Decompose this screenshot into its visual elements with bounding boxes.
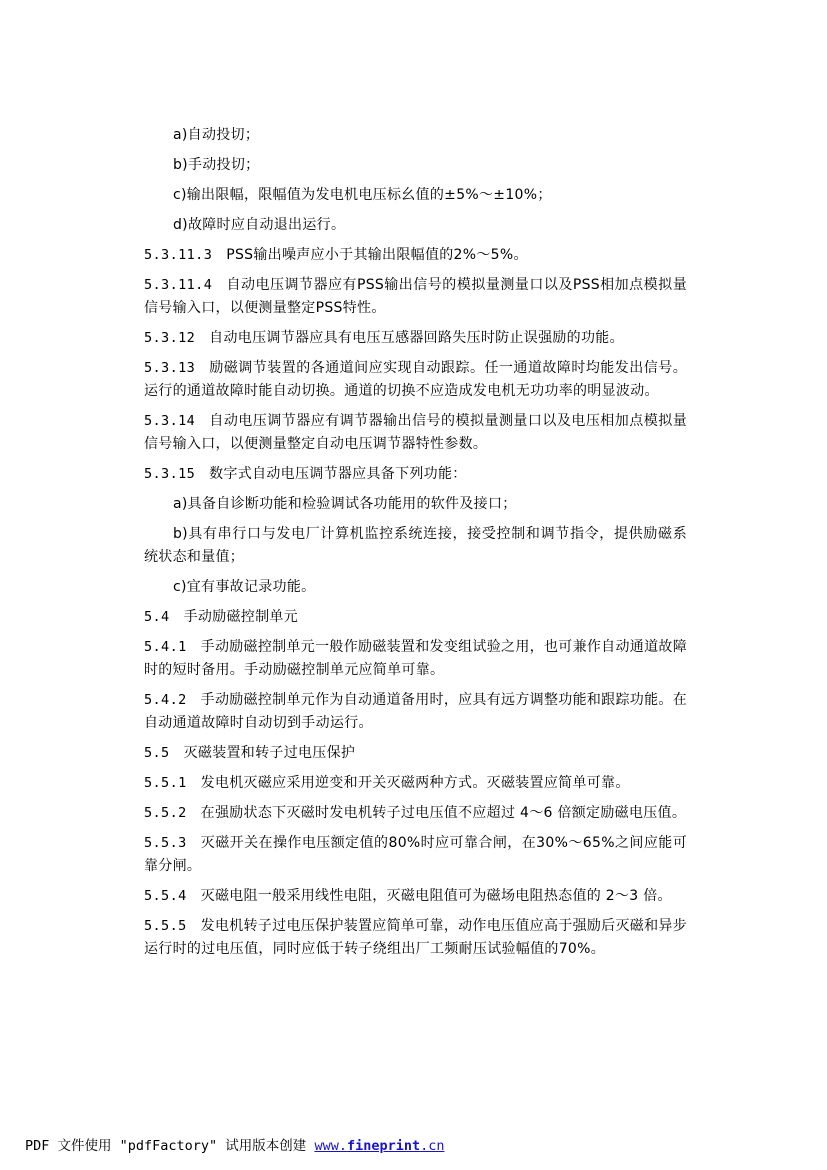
clause-number: 5.5.3	[144, 835, 187, 851]
list-item: c)宜有事故记录功能。	[173, 579, 316, 595]
pdf-footer	[25, 1136, 445, 1156]
document-body	[144, 124, 687, 968]
clause	[144, 885, 687, 908]
clause-text: 灭磁开关在操作电压额定值的80%时应可靠合闸，在30%～65%之间应能可靠分闸。	[144, 835, 687, 874]
clause-text: 灭磁电阻一般采用线性电阻，灭磁电阻值可为磁场电阻热态值的 2～3 倍。	[200, 888, 672, 904]
clause-number: 5.4.1	[144, 639, 187, 655]
list-item: d)故障时应自动退出运行。	[173, 217, 346, 233]
clause-number: 5.3.13	[144, 360, 196, 376]
clause-text: 在强励状态下灭磁时发电机转子过电压值不应超过 4～6 倍额定励磁电压值。	[200, 805, 687, 821]
clause-text: 发电机转子过电压保护装置应简单可靠，动作电压值应高于强励后灭磁和异步运行时的过电压值，同时应低于转子绕组出厂工频耐压试验幅值的70%。	[144, 918, 687, 957]
footer-text: PDF 文件使用 "pdfFactory" 试用版本创建	[25, 1138, 315, 1154]
section-number: 5.5	[144, 745, 170, 761]
clause-text: 励磁调节装置的各通道间应实现自动跟踪。任一通道故障时均能发出信号。运行的通道故障时能自动切换。通道的切换不应造成发电机无功功率的明显波动。	[144, 360, 687, 399]
clause-number: 5.3.14	[144, 413, 196, 429]
clause	[144, 772, 687, 795]
clause	[144, 689, 687, 735]
clause	[144, 357, 687, 403]
clause	[144, 463, 687, 486]
clause-number: 5.3.15	[144, 466, 196, 482]
section-title: 手动励磁控制单元	[183, 609, 298, 625]
clause-number: 5.3.11.4	[144, 277, 213, 293]
clause-text: 自动电压调节器应有PSS输出信号的模拟量测量口以及PSS相加点模拟量信号输入口，以便测量整定PSS特性。	[144, 277, 687, 316]
clause	[144, 327, 687, 350]
list-item: a)具备自诊断功能和检验调试各功能用的软件及接口；	[173, 496, 517, 512]
clause-number: 5.5.2	[144, 805, 187, 821]
section-title: 灭磁装置和转子过电压保护	[183, 745, 356, 761]
clause-text: 数字式自动电压调节器应具备下列功能：	[209, 466, 467, 482]
clause	[144, 915, 687, 961]
footer-link[interactable]: www.fineprint.cn	[314, 1138, 445, 1154]
section-number: 5.4	[144, 609, 170, 625]
section-heading	[144, 606, 687, 629]
clause-number: 5.4.2	[144, 692, 187, 708]
clause-number: 5.3.11.3	[144, 247, 213, 263]
list-item: b)具有串行口与发电厂计算机监控系统连接，接受控制和调节指令，提供励磁系统状态和量值；	[144, 526, 687, 565]
list-item: c)输出限幅，限幅值为发电机电压标幺值的±5%～±10%；	[173, 187, 552, 203]
clause	[144, 274, 687, 320]
clause	[144, 802, 687, 825]
clause-text: 手动励磁控制单元作为自动通道备用时，应具有远方调整功能和跟踪功能。在自动通道故障时自动切到手动运行。	[144, 692, 687, 731]
clause-text: 发电机灭磁应采用逆变和开关灭磁两种方式。灭磁装置应简单可靠。	[200, 775, 630, 791]
list-item: b)手动投切；	[173, 157, 260, 173]
clause-text: 自动电压调节器应有调节器输出信号的模拟量测量口以及电压相加点模拟量信号输入口，以便测量整定自动电压调节器特性参数。	[144, 413, 687, 452]
clause	[144, 832, 687, 878]
clause	[144, 244, 687, 267]
clause-text: 手动励磁控制单元一般作励磁装置和发变组试验之用，也可兼作自动通道故障时的短时备用。手动励磁控制单元应简单可靠。	[144, 639, 687, 678]
clause-number: 5.3.12	[144, 330, 196, 346]
clause-number: 5.5.5	[144, 918, 187, 934]
clause-text: 自动电压调节器应具有电压互感器回路失压时防止误强励的功能。	[209, 330, 624, 346]
clause	[144, 636, 687, 682]
clause-number: 5.5.1	[144, 775, 187, 791]
section-heading	[144, 742, 687, 765]
clause-number: 5.5.4	[144, 888, 187, 904]
clause-text: PSS输出噪声应小于其输出限幅值的2%～5%。	[226, 247, 528, 263]
list-item: a)自动投切；	[173, 127, 260, 143]
clause	[144, 410, 687, 456]
